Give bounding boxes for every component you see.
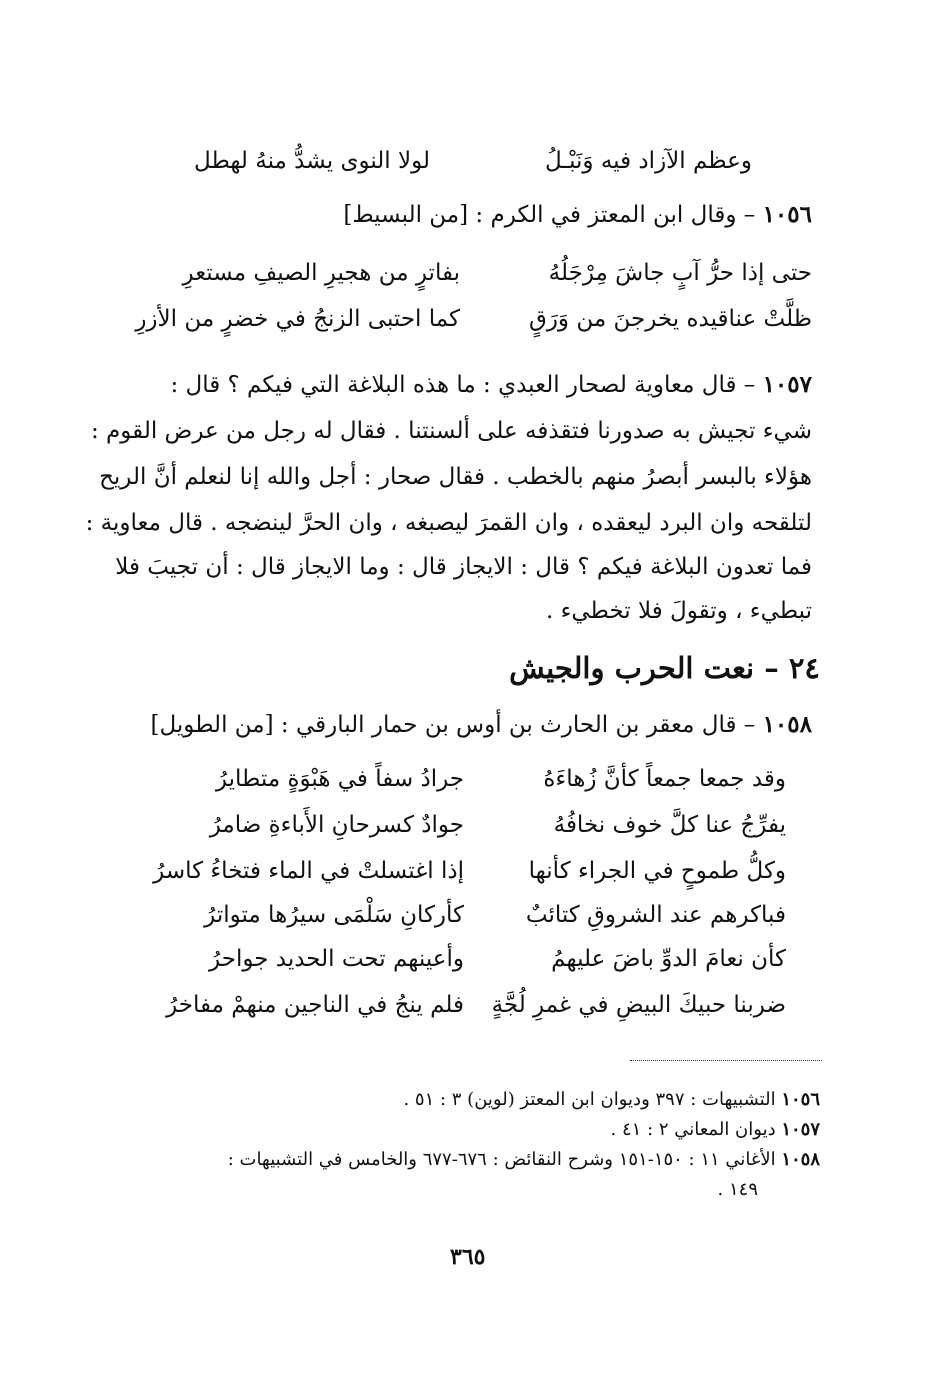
hemistich: حتى إذا حرُّ آبٍ جاشَ مِرْجَلُهُ — [548, 260, 812, 286]
entry-1058-meter: [من الطويل] — [150, 712, 274, 738]
footnote-divider — [630, 1060, 822, 1061]
entry-1058-number: ١٠٥٨ — [762, 711, 812, 738]
footnote-1056 — [403, 1086, 820, 1114]
footnote-number: ١٠٥٦ — [781, 1089, 820, 1110]
entry-1056-number: ١٠٥٦ — [762, 201, 812, 228]
entry-1058-verse-6 — [164, 990, 786, 1020]
entry-1058-verse-4 — [164, 900, 786, 930]
page-number: ٣٦٥ — [450, 1244, 486, 1270]
hemistich: فلم ينجُ في الناجين منهمْ مفاخرُ — [166, 992, 464, 1018]
verse-top-second-hemistich: لولا النوى يشدُّ منهُ لهطل — [194, 148, 430, 174]
hemistich: كأركانِ سَلْمَى سيرُها متواترُ — [204, 902, 464, 928]
entry-1057-line-5: فما تعدون البلاغة فيكم ؟ قال : الايجاز قال : وما الايجاز قال : أن تجيبَ فلا — [115, 554, 812, 580]
footnote-1058-continuation — [718, 1176, 758, 1204]
entry-1057-number: ١٠٥٧ — [762, 371, 812, 398]
hemistich: جوادٌ كسرحانِ الأَباءةِ ضامرُ — [209, 812, 464, 838]
hemistich: ضربنا حبيكَ البيضِ في غمرِ لُجَّةٍ — [491, 992, 786, 1018]
hemistich: جرادُ سفاً في هَبْوَةٍ متطايرُ — [215, 766, 464, 792]
entry-1057-line-1: – قال معاوية لصحار العبدي : ما هذه البلاغة التي فيكم ؟ قال : — [170, 372, 756, 398]
entry-1058-heading — [151, 710, 812, 740]
footnote-text: ديوان المعاني ٢ : ٤١ . — [610, 1119, 776, 1140]
hemistich: إذا اغتسلتْ في الماء فتخاءُ كاسرُ — [153, 858, 464, 884]
entry-1057-line-3: هؤلاء بالبسر أبصرُ منهم بالخطب . فقال صحار : أجل والله إنا لنعلم أنَّ الريح — [99, 464, 812, 490]
entry-1057-line-2: شيء تجيش به صدورنا فتقذفه على ألسنتنا . فقال له رجل من عرض القوم : — [91, 418, 812, 444]
verse-top — [130, 146, 752, 176]
entry-1057-line-6: تبطيء ، وتقولَ فلا تخطيء . — [545, 598, 812, 624]
hemistich: ظلَّتْ عناقيده يخرجنَ من وَرَقٍ — [528, 306, 812, 332]
entry-1056-verse-2 — [130, 304, 812, 334]
hemistich: بفاترٍ من هجيرِ الصيفِ مستعرِ — [182, 260, 460, 286]
footnote-number: ١٠٥٨ — [781, 1149, 820, 1170]
footnote-number: ١٠٥٧ — [781, 1119, 820, 1140]
hemistich: فباكرهم عند الشروقِ كتائبٌ — [525, 902, 786, 928]
entry-1058-verse-2 — [164, 810, 786, 840]
verse-top-first-hemistich: وعظم الآزاد فيه وَنَبْـلُ — [544, 148, 752, 174]
entry-1058-intro: – قال معقر بن الحارث بن أوس بن حمار البارقي : — [280, 712, 756, 738]
entry-1056-verse-1 — [130, 258, 812, 288]
entry-1058-verse-1 — [164, 764, 786, 794]
hemistich: وقد جمعا جمعاً كأنَّ زُهاءَهُ — [543, 766, 786, 792]
hemistich: وكلُّ طموحٍ في الجراء كأنها — [528, 858, 786, 884]
hemistich: كما احتبى الزنجُ في خضرٍ من الأزرِ — [135, 306, 460, 332]
entry-1058-verse-3 — [153, 856, 786, 886]
hemistich: كأن نعامَ الدوِّ باضَ عليهمُ — [551, 946, 786, 972]
footnote-text: التشبيهات : ٣٩٧ وديوان ابن المعتز (لوين) ٣ : ٥١ . — [403, 1089, 776, 1110]
section-title-text: – نعت الحرب والجيش — [509, 651, 779, 685]
entry-1057-line-4: لتلقحه وان البرد ليعقده ، وان القمرَ ليصبغه ، وان الحرَّ لينضجه . قال معاوية : — [85, 510, 812, 536]
section-number: ٢٤ — [788, 651, 820, 685]
footnote-1058 — [228, 1146, 820, 1174]
hemistich: وأعينهم تحت الحديد جواحرُ — [209, 946, 464, 972]
entry-1057-heading — [170, 370, 812, 400]
entry-1056-meter: [من البسيط] — [343, 202, 469, 228]
footnote-text: ١٤٩ . — [717, 1179, 758, 1200]
hemistich: يفرِّجُ عنا كلَّ خوف نخافُهُ — [553, 812, 786, 838]
footnote-text: الأغاني ١١ : ١٥٠-١٥١ وشرح النقائض : ٦٧٦-٦٧٧ والخامس في التشبيهات : — [227, 1149, 776, 1170]
footnote-1057 — [611, 1116, 820, 1144]
entry-1058-verse-5 — [164, 944, 786, 974]
entry-1056-heading — [343, 200, 812, 230]
entry-1056-intro: – وقال ابن المعتز في الكرم : — [475, 202, 756, 228]
section-title — [509, 650, 820, 686]
